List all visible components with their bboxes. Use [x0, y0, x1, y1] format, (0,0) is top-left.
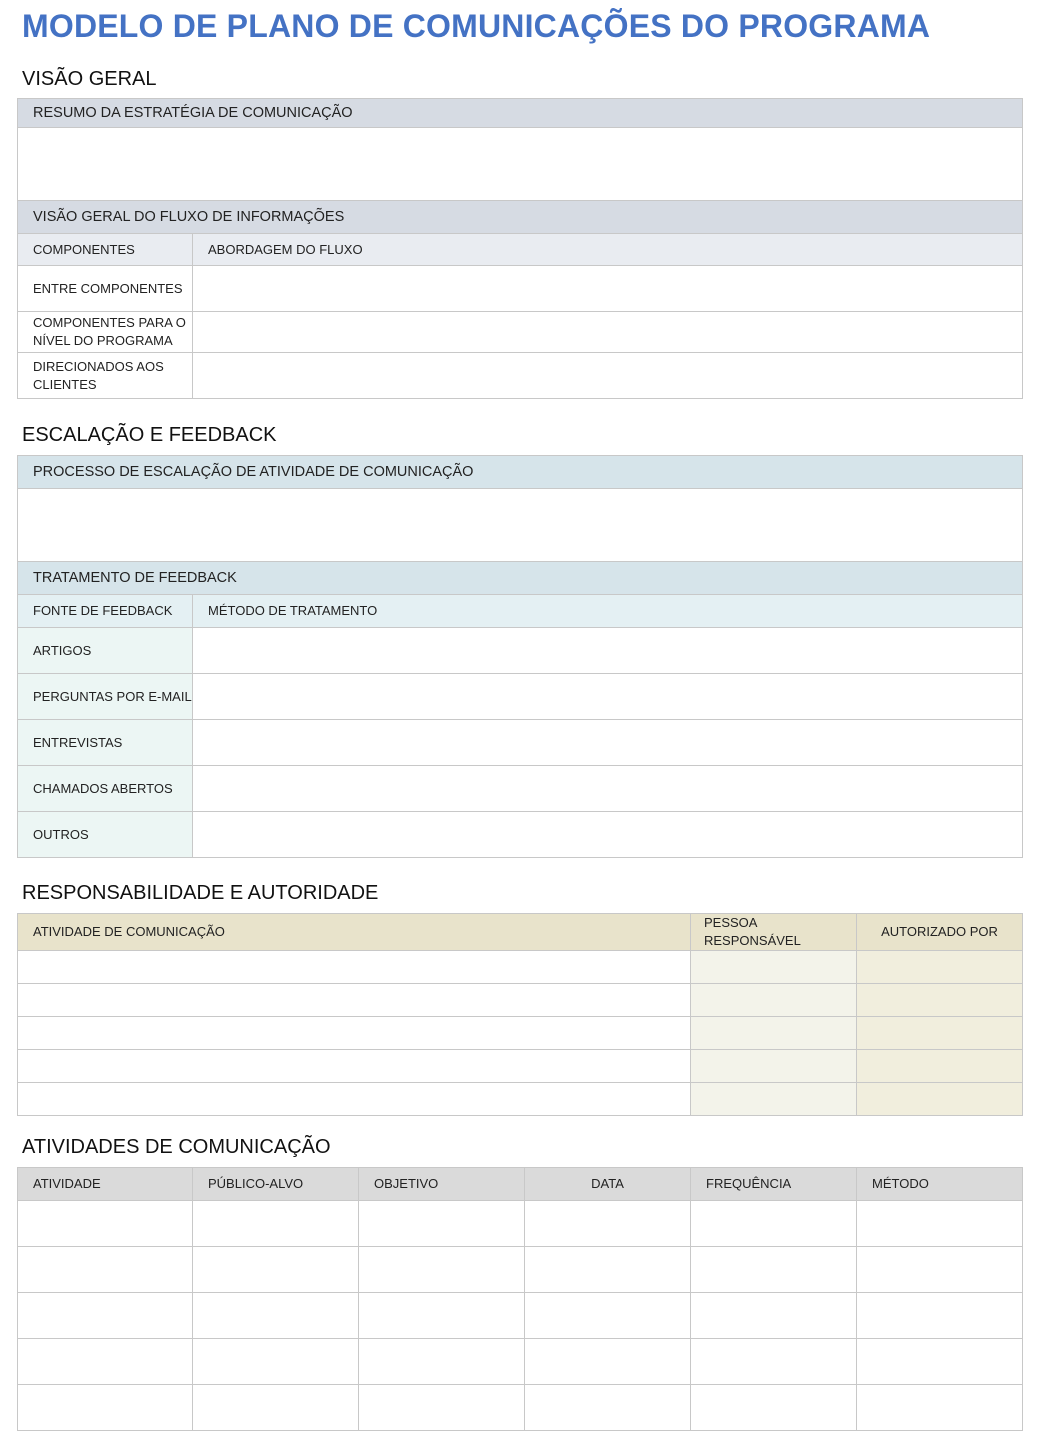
page-title: MODELO DE PLANO DE COMUNICAÇÕES DO PROGRAMA: [22, 8, 931, 44]
feedback-source: PERGUNTAS POR E-MAIL: [18, 674, 193, 720]
cell[interactable]: [193, 1293, 359, 1339]
col-feedback-source: FONTE DE FEEDBACK: [18, 595, 193, 628]
col-responsible-person: PESSOA RESPONSÁVEL: [691, 914, 857, 951]
responsibility-table: [17, 913, 1023, 1116]
feedback-source: ARTIGOS: [18, 628, 193, 674]
overview-heading: VISÃO GERAL: [22, 68, 157, 90]
flow-label: VISÃO GERAL DO FLUXO DE INFORMAÇÕES: [18, 201, 1023, 234]
cell[interactable]: [525, 1385, 691, 1431]
col-components: COMPONENTES: [18, 234, 193, 266]
handling-method-field[interactable]: [193, 720, 1023, 766]
person-field[interactable]: [691, 984, 857, 1017]
cell[interactable]: [193, 1201, 359, 1247]
cell[interactable]: [18, 1385, 193, 1431]
cell[interactable]: [359, 1339, 525, 1385]
authorized-field[interactable]: [857, 984, 1023, 1017]
escalation-table: [17, 455, 1023, 858]
cell[interactable]: [525, 1339, 691, 1385]
authorized-field[interactable]: [857, 1083, 1023, 1116]
overview-table: [17, 98, 1023, 399]
flow-approach-field[interactable]: [193, 312, 1023, 353]
escalation-process-field[interactable]: [18, 489, 1023, 562]
table-row: [18, 1339, 1023, 1385]
person-field[interactable]: [691, 1050, 857, 1083]
table-row: [18, 1201, 1023, 1247]
col-communication-activity: ATIVIDADE DE COMUNICAÇÃO: [18, 914, 691, 951]
person-field[interactable]: [691, 1017, 857, 1050]
cell[interactable]: [691, 1293, 857, 1339]
authorized-field[interactable]: [857, 1050, 1023, 1083]
cell[interactable]: [691, 1339, 857, 1385]
col-frequency: FREQUÊNCIA: [691, 1168, 857, 1201]
cell[interactable]: [359, 1385, 525, 1431]
escalation-heading: ESCALAÇÃO E FEEDBACK: [22, 424, 277, 446]
escalation-process-label: PROCESSO DE ESCALAÇÃO DE ATIVIDADE DE COMUNICAÇÃO: [18, 456, 1023, 489]
activity-field[interactable]: [18, 1017, 691, 1050]
col-authorized-by: AUTORIZADO POR: [857, 914, 1023, 951]
handling-method-field[interactable]: [193, 812, 1023, 858]
col-handling-method: MÉTODO DE TRATAMENTO: [193, 595, 1023, 628]
activity-field[interactable]: [18, 984, 691, 1017]
cell[interactable]: [691, 1201, 857, 1247]
cell[interactable]: [857, 1385, 1023, 1431]
feedback-source: OUTROS: [18, 812, 193, 858]
flow-row-label: ENTRE COMPONENTES: [18, 266, 193, 312]
activity-field[interactable]: [18, 1050, 691, 1083]
summary-label: RESUMO DA ESTRATÉGIA DE COMUNICAÇÃO: [18, 99, 1023, 128]
col-objective: OBJETIVO: [359, 1168, 525, 1201]
cell[interactable]: [193, 1385, 359, 1431]
flow-row-label: COMPONENTES PARA O NÍVEL DO PROGRAMA: [18, 312, 193, 353]
activity-field[interactable]: [18, 1083, 691, 1116]
table-row: [18, 1247, 1023, 1293]
col-method: MÉTODO: [857, 1168, 1023, 1201]
cell[interactable]: [525, 1293, 691, 1339]
feedback-label: TRATAMENTO DE FEEDBACK: [18, 562, 1023, 595]
col-activity: ATIVIDADE: [18, 1168, 193, 1201]
cell[interactable]: [525, 1247, 691, 1293]
cell[interactable]: [857, 1339, 1023, 1385]
summary-field[interactable]: [18, 128, 1023, 201]
table-row: [18, 1385, 1023, 1431]
activity-field[interactable]: [18, 951, 691, 984]
flow-approach-field[interactable]: [193, 266, 1023, 312]
handling-method-field[interactable]: [193, 674, 1023, 720]
cell[interactable]: [18, 1201, 193, 1247]
cell[interactable]: [18, 1339, 193, 1385]
cell[interactable]: [857, 1201, 1023, 1247]
cell[interactable]: [18, 1247, 193, 1293]
table-row: [18, 1293, 1023, 1339]
cell[interactable]: [359, 1293, 525, 1339]
cell[interactable]: [359, 1247, 525, 1293]
activities-heading: ATIVIDADES DE COMUNICAÇÃO: [22, 1136, 331, 1158]
activities-table: [17, 1167, 1023, 1431]
col-audience: PÚBLICO-ALVO: [193, 1168, 359, 1201]
authorized-field[interactable]: [857, 951, 1023, 984]
cell[interactable]: [359, 1201, 525, 1247]
feedback-source: CHAMADOS ABERTOS: [18, 766, 193, 812]
handling-method-field[interactable]: [193, 628, 1023, 674]
authorized-field[interactable]: [857, 1017, 1023, 1050]
cell[interactable]: [691, 1385, 857, 1431]
col-date: DATA: [525, 1168, 691, 1201]
person-field[interactable]: [691, 951, 857, 984]
col-flow-approach: ABORDAGEM DO FLUXO: [193, 234, 1023, 266]
cell[interactable]: [193, 1247, 359, 1293]
feedback-source: ENTREVISTAS: [18, 720, 193, 766]
cell[interactable]: [691, 1247, 857, 1293]
cell[interactable]: [857, 1247, 1023, 1293]
handling-method-field[interactable]: [193, 766, 1023, 812]
flow-row-label: DIRECIONADOS AOS CLIENTES: [18, 353, 193, 399]
flow-approach-field[interactable]: [193, 353, 1023, 399]
responsibility-heading: RESPONSABILIDADE E AUTORIDADE: [22, 882, 379, 904]
cell[interactable]: [525, 1201, 691, 1247]
cell[interactable]: [193, 1339, 359, 1385]
cell[interactable]: [18, 1293, 193, 1339]
cell[interactable]: [857, 1293, 1023, 1339]
person-field[interactable]: [691, 1083, 857, 1116]
